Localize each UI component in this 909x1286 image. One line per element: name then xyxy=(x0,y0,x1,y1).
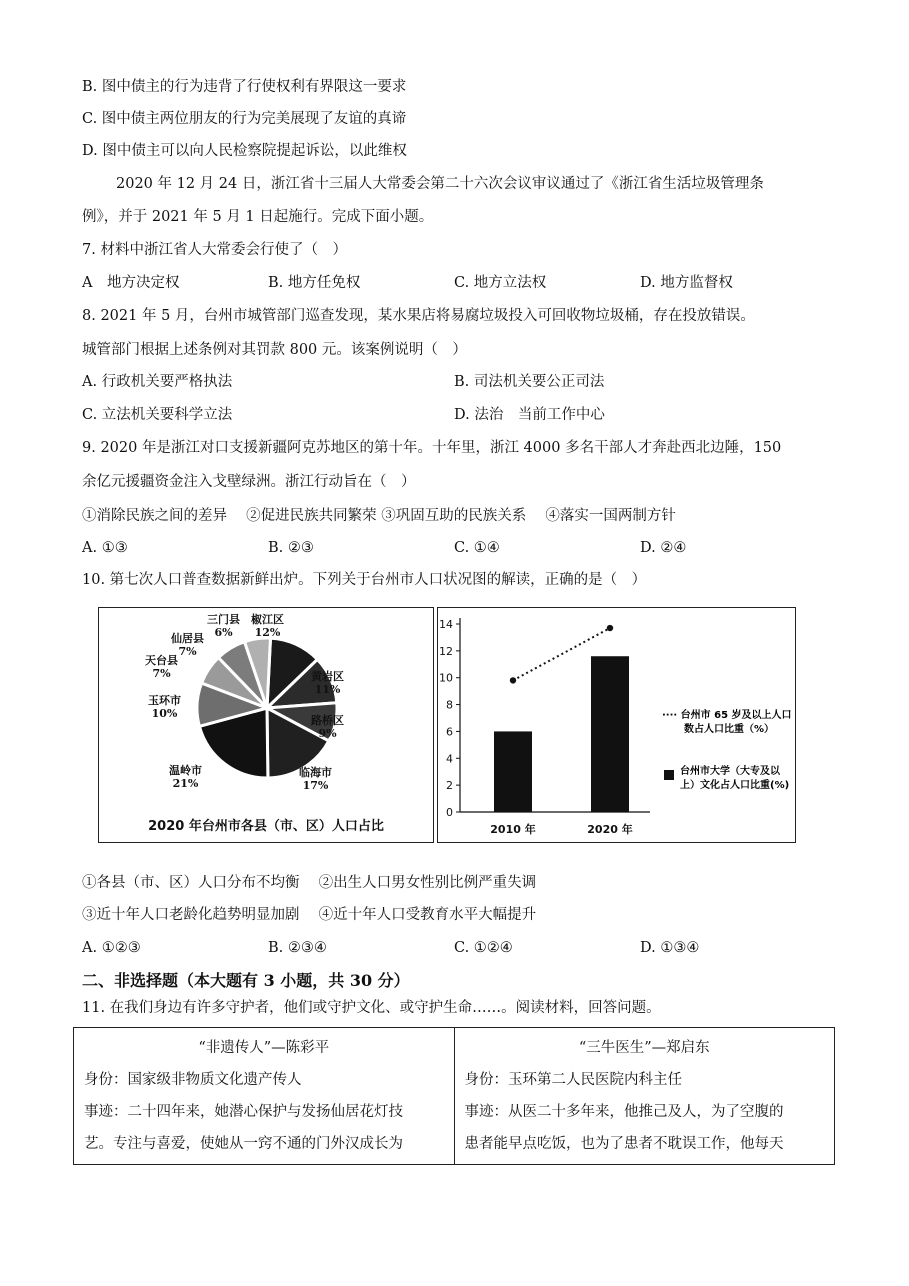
y-tick-label: 0 xyxy=(446,806,453,819)
q9-option-b: B. ②③ xyxy=(268,540,314,556)
y-tick-label: 12 xyxy=(439,644,453,658)
pie-label-wenling: 温岭市 21% xyxy=(169,764,202,790)
left-deed-line2: 艺。专注与喜爱，使她从一窍不通的门外汉成长为 xyxy=(84,1136,403,1152)
left-title: “非遗传人”—陈彩平 xyxy=(198,1040,330,1056)
q8-option-d: D. 法治 当前工作中心 xyxy=(454,407,605,423)
pie-label-tiantai: 天台县 7% xyxy=(145,654,178,680)
q10-option-a: A. ①②③ xyxy=(82,940,141,956)
q10-statements-line2: ③近十年人口老龄化趋势明显加剧 ④近十年人口受教育水平大幅提升 xyxy=(82,907,537,923)
pie-label-linhai: 临海市 17% xyxy=(299,766,332,792)
bar-chart-figure xyxy=(437,607,796,843)
q8-option-c: C. 立法机关要科学立法 xyxy=(82,407,233,423)
legend-bar-line1: 台州市大学（大专及以 xyxy=(680,766,780,777)
y-tick-label: 6 xyxy=(446,725,453,739)
q10-stem: 10. 第七次人口普查数据新鲜出炉。下列关于台州市人口状况图的解读，正确的是（ ） xyxy=(82,572,647,588)
q7-stem: 7. 材料中浙江省人大常委会行使了（ ） xyxy=(82,242,347,258)
q8-stem-line1: 8. 2021 年 5 月，台州市城管部门巡查发现，某水果店将易腐垃圾投入可回收物垃圾桶，存在投放错误。 xyxy=(82,308,755,324)
q9-option-c: C. ①④ xyxy=(454,540,500,556)
pie-label-sanmen: 三门县 6% xyxy=(207,613,240,639)
series-point xyxy=(607,625,613,631)
q9-statements: ①消除民族之间的差异 ②促进民族共同繁荣 ③巩固互助的民族关系 ④落实一国两制方针 xyxy=(82,508,676,524)
q7-option-a: A 地方决定权 xyxy=(82,275,180,291)
q8-option-b: B. 司法机关要公正司法 xyxy=(454,374,605,390)
x-tick-label: 2010 年 xyxy=(490,823,536,836)
table-left-cell xyxy=(74,1028,455,1165)
pie-label-huangyan: 黄岩区 11% xyxy=(311,670,344,696)
bar-chart xyxy=(438,608,795,842)
right-deed-line1: 事迹：从医二十多年来，他推己及人，为了空腹的 xyxy=(464,1104,784,1120)
table-right-cell xyxy=(454,1028,835,1165)
right-identity: 身份：玉环第二人民医院内科主任 xyxy=(464,1072,682,1088)
material-text-line2: 例》，并于 2021 年 5 月 1 日起施行。完成下面小题。 xyxy=(82,209,434,225)
q6-option-c: C. 图中债主两位朋友的行为完美展现了友谊的真谛 xyxy=(82,111,407,127)
pie-label-yuhuan: 玉环市 10% xyxy=(148,694,181,720)
q7-option-d: D. 地方监督权 xyxy=(640,275,733,291)
pie-chart-figure xyxy=(98,607,434,843)
q9-option-a: A. ①③ xyxy=(82,540,128,556)
pie-chart xyxy=(99,608,433,842)
y-tick-label: 8 xyxy=(446,698,453,712)
q10-statements-line1: ①各县（市、区）人口分布不均衡 ②出生人口男女性别比例严重失调 xyxy=(82,875,537,891)
q8-option-a: A. 行政机关要严格执法 xyxy=(82,374,233,390)
q10-option-b: B. ②③④ xyxy=(268,940,327,956)
right-title: “三牛医生”—郑启东 xyxy=(578,1040,710,1056)
bar xyxy=(591,656,629,812)
q9-stem-line2: 余亿元援疆资金注入戈壁绿洲。浙江行动旨在（ ） xyxy=(82,474,416,490)
legend-dotted-line1: ···· 台州市 65 岁及以上人口 xyxy=(662,710,792,721)
series-point xyxy=(510,677,516,683)
q7-option-b: B. 地方任免权 xyxy=(268,275,361,291)
section2-title: 二、非选择题（本大题有 3 小题，共 30 分） xyxy=(82,971,410,990)
y-tick-label: 14 xyxy=(439,618,453,631)
q7-option-c: C. 地方立法权 xyxy=(454,275,547,291)
q11-material-table xyxy=(73,1027,835,1165)
pie-label-luqiao: 路桥区 9% xyxy=(311,714,344,740)
legend-dotted-line2: 数占人口比重（%） xyxy=(684,724,775,735)
q10-option-d: D. ①③④ xyxy=(640,940,700,956)
legend-bar-swatch xyxy=(664,770,674,780)
q11-stem: 11. 在我们身边有许多守护者，他们或守护文化、或守护生命……。阅读材料，回答问题。 xyxy=(82,1000,661,1016)
x-tick-label: 2020 年 xyxy=(587,823,633,836)
q6-option-b: B. 图中债主的行为违背了行使权利有界限这一要求 xyxy=(82,79,407,95)
bar xyxy=(494,731,532,812)
y-tick-label: 10 xyxy=(439,671,453,685)
left-identity: 身份：国家级非物质文化遗产传人 xyxy=(84,1072,302,1088)
q6-option-d: D. 图中债主可以向人民检察院提起诉讼，以此维权 xyxy=(82,143,407,159)
pie-chart-title: 2020 年台州市各县（市、区）人口占比 xyxy=(148,819,384,834)
q9-option-d: D. ②④ xyxy=(640,540,687,556)
q9-stem-line1: 9. 2020 年是浙江对口支援新疆阿克苏地区的第十年。十年里，浙江 4000 多名干部人才奔赴西北边陲，150 xyxy=(82,440,782,456)
q8-stem-line2: 城管部门根据上述条例对其罚款 800 元。该案例说明（ ） xyxy=(82,342,467,358)
q10-option-c: C. ①②④ xyxy=(454,940,513,956)
pie-label-xianju: 仙居县 7% xyxy=(171,632,204,658)
y-tick-label: 2 xyxy=(446,779,453,793)
right-deed-line2: 患者能早点吃饭，也为了患者不耽误工作，他每天 xyxy=(464,1136,784,1152)
left-deed-line1: 事迹：二十四年来，她潜心保护与发扬仙居花灯技 xyxy=(84,1104,403,1120)
y-tick-label: 4 xyxy=(446,752,453,766)
material-text-line1: 2020 年 12 月 24 日，浙江省十三届人大常委会第二十六次会议审议通过了《浙江省生活垃圾管理条 xyxy=(116,176,764,192)
pie-label-jiaojiang: 椒江区 12% xyxy=(251,613,284,639)
legend-bar-line2: 上）文化占人口比重(%) xyxy=(680,780,790,791)
